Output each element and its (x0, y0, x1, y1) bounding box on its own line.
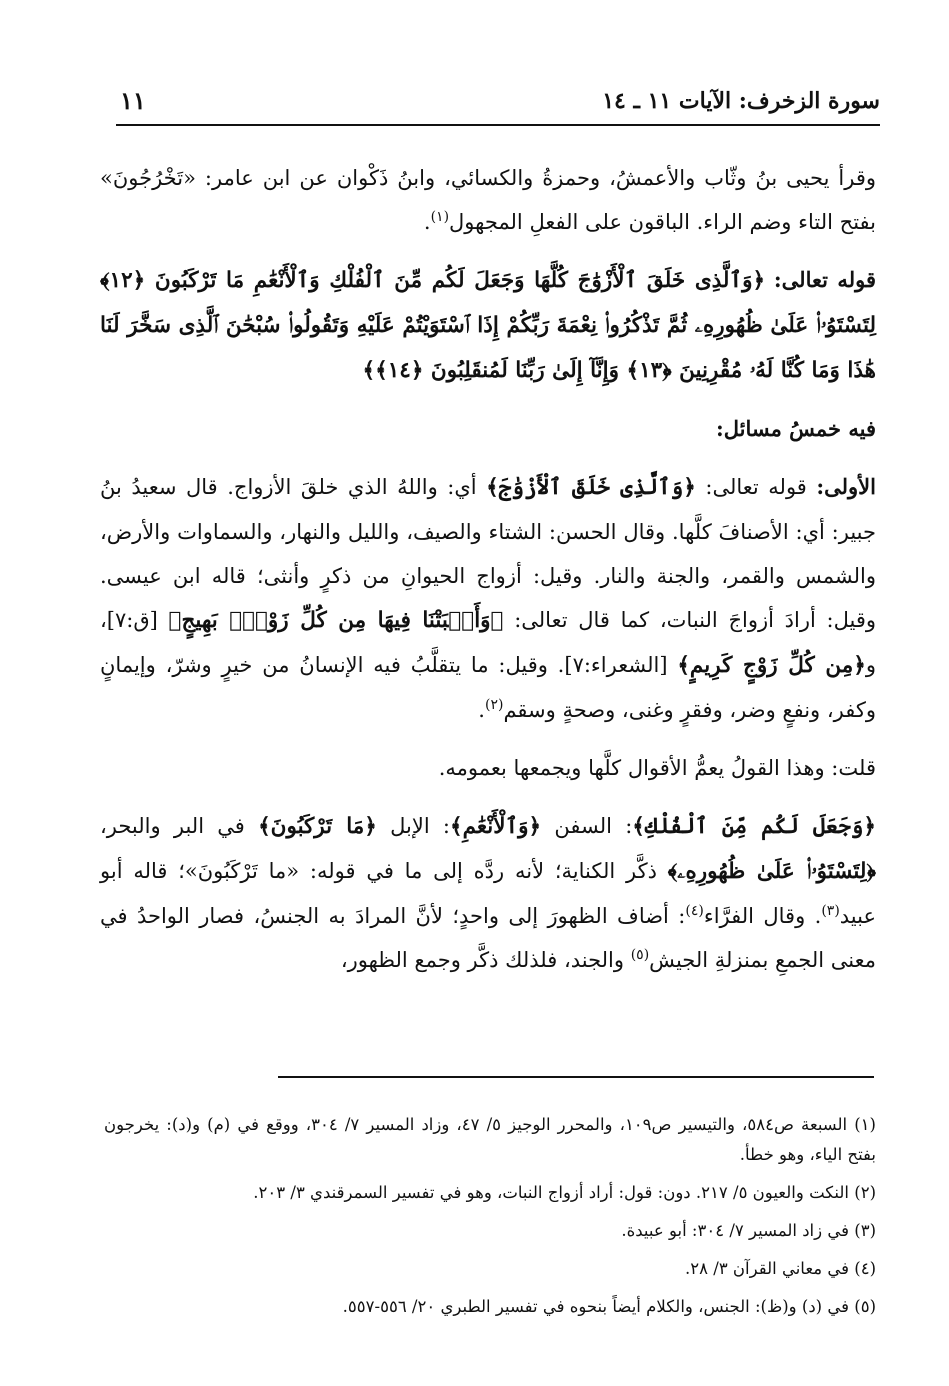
farra-tail: والجند، فلذلك ذكَّر وجمع الظهور، (340, 948, 625, 972)
fulk-gloss: : السفن (554, 814, 633, 838)
paragraph-first-issue: الأولى: قوله تعالى: ﴿وَٱلَّذِى خَلَقَ ٱلْأَزْوَٰجَ﴾ أي: واللهُ الذي خلقَ الأزواج. قال سعيدُ بنُ جبير: أي: الأصنافَ كلَّها. وقال الحسن: الشتاء والصيف، والليل والنهار، والسماوات والأرض، والشمس والقمر، والجنة والنار. وقيل: أزواج الحيوانِ من ذكرٍ وأنثى؛ قاله ابن عيسى. وقيل: أرادَ أزواجَ النبات، كما قال تعالى: ﴿وَأَنۢبَتْنَا فِيهَا مِن كُلِّ زَوْجٍۭ بَهِيجٍ﴾ [ق:٧]، و﴿مِن كُلِّ زَوْجٍ كَرِيمٍ﴾ [الشعراء:٧]. وقيل: ما يتقلَّبُ فيه الإنسانُ من خيرٍ وشرّ، وإيمانٍ وكفر، ونفعٍ وضر، وفقرٍ وغنى، وصحةٍ وسقم$^{(٢)}$. (100, 474, 877, 722)
paragraph-fulk (100, 804, 876, 982)
first-issue-intro: قوله تعالى: (705, 475, 807, 499)
main-text (100, 156, 876, 996)
quran-quote-azwaj: ﴿وَٱلَّذِى خَلَقَ ٱلْأَزْوَٰجَ﴾ (486, 475, 696, 500)
quran-quote-shuara: ﴿مِن كُلِّ زَوْجٍ كَرِيمٍ﴾ (677, 653, 866, 678)
first-issue-tail: [الشعراء:٧]. وقيل: ما يتقلَّبُ فيه الإنسانُ من خيرٍ وشرّ، وإيمانٍ وكفر، ونفعٍ وضر، وفقرٍ وغنى، وصحةٍ وسقم (100, 653, 876, 722)
footnote-ref-4: (٤) (685, 903, 704, 919)
readings-text: وقرأ يحيى بنُ وثّاب والأعمشُ، وحمزةُ والكسائي، وابنُ ذَكْوان عن ابن عامر: «تَخْرُجُونَ» بفتح التاء وضم الراء. الباقون على الفعلِ المجهول (100, 166, 876, 234)
quran-quote-qaf: ﴿وَأَنۢبَتْنَا فِيهَا مِن كُلِّ زَوْجٍۭ بَهِيجٍ﴾ (168, 608, 504, 633)
paragraph-verse (100, 258, 876, 393)
page-number: ١١ (120, 86, 146, 115)
quran-quote-fulk: ﴿وَجَعَلَ لَكُم مِّنَ ٱلْفُلْكِ﴾ (632, 814, 877, 839)
quran-quote-anaam: ﴿وَٱلْأَنْعَٰمِ﴾ (450, 814, 542, 839)
footnote-ref-3: (٣) (821, 903, 840, 919)
footnote-4: (٤) في معاني القرآن ٣/ ٢٨. (685, 1259, 876, 1278)
footnote-separator (278, 1076, 874, 1078)
anaam-gloss: : الإبل (390, 814, 451, 838)
farra-quote: : أضاف الظهورَ إلى واحدٍ؛ لأنَّ المرادَ به الجنسُ، فصار الواحدُ في معنى الجمعِ بمنزلةِ الجيش (100, 904, 876, 972)
quran-quote-zuhur: ﴿لِتَسْتَوُۥا۟ عَلَىٰ ظُهُورِهِۦ﴾ (667, 859, 876, 884)
footnote-ref-1: (١) (430, 209, 450, 225)
footnote-2: (٢) النكت والعيون ٥/ ٢١٧. دون: قول: أراد أزواج النبات، وهو في تفسير السمرقندي ٣/ ٢٠٣. (253, 1183, 876, 1202)
zuhur-gloss: ذكَّر الكناية؛ لأنه ردَّه إلى ما في قوله: «ما تَرْكَبُونَ»؛ قاله أبو عبيد (100, 859, 877, 928)
footnotes (104, 1110, 876, 1330)
first-issue-body: أي: واللهُ الذي خلقَ الأزواج. قال سعيدُ بنُ جبير: أي: الأصنافَ كلَّها. وقال الحسن: الشتاء والصيف، والليل والنهار، والسماوات والأرض، والشمس والقمر، والجنة والنار. وقيل: أزواج الحيوانِ من ذكرٍ وأنثى؛ قاله ابن عيسى. وقيل: أرادَ أزواجَ النبات، كما قال تعالى: (100, 475, 877, 632)
header-title: سورة الزخرف: الآيات ١١ ـ ١٤ (602, 88, 880, 114)
first-issue-label: الأولى: (816, 474, 876, 499)
running-header (116, 84, 880, 126)
section-heading: فيه خمسُ مسائل: (715, 416, 876, 441)
first-issue-ref-qaf: [ق:٧]، و (100, 608, 876, 677)
quran-quote-tarkabun: ﴿مَا تَرْكَبُونَ﴾ (258, 814, 377, 839)
footnote-1: (١) السبعة ص٥٨٤، والتيسير ص١٠٩، والمحرر الوجيز ٥/ ٤٧، وزاد المسير ٧/ ٣٠٤، ووقع في (م) و(د): يخرجون بفتح الياء، وهو خطأ. (104, 1115, 876, 1164)
paragraph-readings: وقرأ يحيى بنُ وثّاب والأعمشُ، وحمزةُ والكسائي، وابنُ ذَكْوان عن ابن عامر: «تَخْرُجُونَ» بفتح التاء وضم الراء. الباقون على الفعلِ المجهول$^{(١)}$. (100, 166, 876, 234)
footnote-ref-2: (٢) (484, 697, 504, 713)
footnote-ref-5: (٥) (630, 947, 650, 963)
footnote-3: (٣) في زاد المسير ٧/ ٣٠٤: أبو عبيدة. (621, 1221, 876, 1240)
paragraph-qultu: قلت: وهذا القولُ يعمُّ الأقوال كلَّها ويجمعها بعمومه. (438, 756, 876, 780)
farra-intro: . وقال الفرَّاء (703, 904, 822, 928)
tarkabun-gloss: في البر والبحر، (100, 814, 245, 838)
footnote-5: (٥) في (د) و(ظ): الجنس، والكلام أيضاً بنحوه في تفسير الطبري ٢٠/ ٥٥٦-٥٥٧. (342, 1297, 876, 1316)
quran-verse-block: ﴿وَٱلَّذِى خَلَقَ ٱلْأَزْوَٰجَ كُلَّهَا وَجَعَلَ لَكُم مِّنَ ٱلْفُلْكِ وَٱلْأَنْعَٰمِ مَا تَرْكَبُونَ ﴿١٢﴾ لِتَسْتَوُۥا۟ عَلَىٰ ظُهُورِهِۦ ثُمَّ تَذْكُرُوا۟ نِعْمَةَ رَبِّكُمْ إِذَا ٱسْتَوَيْتُمْ عَلَيْهِ وَتَقُولُوا۟ سُبْحَٰنَ ٱلَّذِى سَخَّرَ لَنَا هَٰذَا وَمَا كُنَّا لَهُۥ مُقْرِنِينَ ﴿١٣﴾ وَإِنَّآ إِلَىٰ رَبِّنَا لَمُنقَلِبُونَ ﴿١٤﴾﴾ (100, 268, 876, 383)
verse-intro-label: قوله تعالى: (773, 267, 876, 292)
